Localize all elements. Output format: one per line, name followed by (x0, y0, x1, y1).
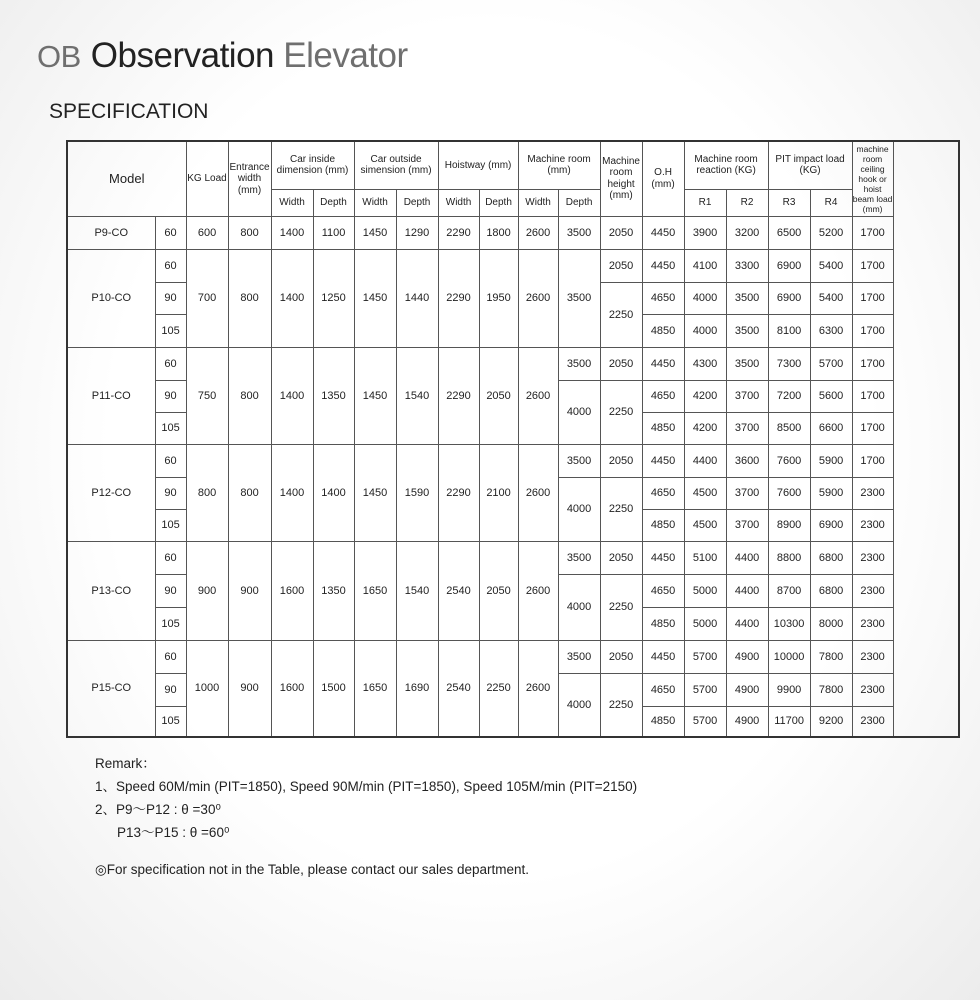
r2-cell: 4400 (726, 574, 768, 607)
machine-room-width-cell: 2600 (518, 216, 558, 249)
car-outside-width-cell: 1650 (354, 640, 396, 737)
oh-cell: 4450 (642, 640, 684, 673)
hoistway-depth-cell: 2100 (479, 444, 518, 541)
speed-cell: 105 (155, 509, 186, 541)
r4-cell: 6900 (810, 509, 852, 541)
machine-room-depth-cell: 4000 (558, 574, 600, 640)
r3-cell: 6900 (768, 249, 810, 282)
r1-cell: 5700 (684, 673, 726, 706)
speed-cell: 105 (155, 706, 186, 737)
hook-load-cell: 2300 (852, 541, 893, 574)
entrance-cell: 800 (228, 347, 271, 444)
oh-cell: 4850 (642, 706, 684, 737)
speed-cell: 60 (155, 444, 186, 477)
r1-cell: 4000 (684, 282, 726, 314)
speed-cell: 105 (155, 314, 186, 347)
speed-cell: 90 (155, 282, 186, 314)
entrance-cell: 800 (228, 249, 271, 347)
machine-room-height-cell: 2250 (600, 477, 642, 541)
machine-room-height-cell: 2050 (600, 347, 642, 380)
table-row (67, 541, 959, 574)
title-main: Observation (90, 36, 275, 75)
r3-cell: 7200 (768, 380, 810, 412)
car-outside-width-cell: 1450 (354, 249, 396, 347)
r1-cell: 5700 (684, 706, 726, 737)
oh-cell: 4650 (642, 673, 684, 706)
machine-room-depth-cell: 4000 (558, 380, 600, 444)
hook-load-cell: 2300 (852, 509, 893, 541)
machine-room-height-cell: 2250 (600, 282, 642, 347)
header-entrance-width: Entrance width (mm) (228, 141, 271, 216)
load-cell: 750 (186, 347, 228, 444)
oh-cell: 4850 (642, 412, 684, 444)
r2-cell: 3500 (726, 314, 768, 347)
r4-cell: 7800 (810, 640, 852, 673)
header-car-outside: Car outside simension (mm) (354, 141, 438, 189)
hoistway-width-cell: 2290 (438, 347, 479, 444)
machine-room-width-cell: 2600 (518, 444, 558, 541)
hoistway-width-cell: 2540 (438, 640, 479, 737)
machine-room-height-cell: 2050 (600, 216, 642, 249)
entrance-cell: 800 (228, 444, 271, 541)
car-inside-width-cell: 1400 (271, 249, 313, 347)
car-outside-depth-cell: 1540 (396, 541, 438, 640)
car-inside-width-cell: 1600 (271, 541, 313, 640)
hoistway-width-cell: 2290 (438, 216, 479, 249)
model-cell: P11-CO (67, 347, 155, 444)
page-title (37, 34, 408, 79)
car-inside-depth-cell: 1400 (313, 444, 354, 541)
r1-cell: 4500 (684, 509, 726, 541)
r2-cell: 3500 (726, 347, 768, 380)
r1-cell: 4100 (684, 249, 726, 282)
machine-room-depth-cell: 3500 (558, 249, 600, 347)
table-row (67, 249, 959, 282)
hook-load-cell: 2300 (852, 607, 893, 640)
car-inside-depth-cell: 1500 (313, 640, 354, 737)
speed-cell: 90 (155, 574, 186, 607)
r4-cell: 7800 (810, 673, 852, 706)
r2-cell: 3700 (726, 380, 768, 412)
hoistway-depth-cell: 2250 (479, 640, 518, 737)
hook-load-cell: 1700 (852, 216, 893, 249)
entrance-cell: 800 (228, 216, 271, 249)
r1-cell: 4400 (684, 444, 726, 477)
header-car-inside-depth: Depth (313, 189, 354, 216)
r2-cell: 4900 (726, 706, 768, 737)
model-cell: P10-CO (67, 249, 155, 347)
r2-cell: 3700 (726, 412, 768, 444)
r4-cell: 9200 (810, 706, 852, 737)
oh-cell: 4650 (642, 282, 684, 314)
car-outside-depth-cell: 1690 (396, 640, 438, 737)
machine-room-height-cell: 2050 (600, 640, 642, 673)
r4-cell: 5900 (810, 444, 852, 477)
load-cell: 800 (186, 444, 228, 541)
header-machine-room-depth: Depth (558, 189, 600, 216)
machine-room-width-cell: 2600 (518, 249, 558, 347)
car-inside-depth-cell: 1250 (313, 249, 354, 347)
speed-cell: 60 (155, 216, 186, 249)
remarks-block (95, 752, 637, 844)
header-machine-room-width: Width (518, 189, 558, 216)
machine-room-height-cell: 2050 (600, 541, 642, 574)
machine-room-depth-cell: 3500 (558, 216, 600, 249)
car-outside-depth-cell: 1540 (396, 347, 438, 444)
r2-cell: 4900 (726, 640, 768, 673)
header-pit-impact-load: PIT impact load (KG) (768, 141, 852, 189)
speed-cell: 90 (155, 477, 186, 509)
oh-cell: 4850 (642, 607, 684, 640)
r2-cell: 3600 (726, 444, 768, 477)
r1-cell: 3900 (684, 216, 726, 249)
oh-cell: 4450 (642, 347, 684, 380)
speed-cell: 60 (155, 640, 186, 673)
table-row (67, 216, 959, 249)
speed-cell: 60 (155, 249, 186, 282)
r4-cell: 5700 (810, 347, 852, 380)
title-sub: Elevator (283, 36, 408, 75)
hoistway-depth-cell: 2050 (479, 541, 518, 640)
hook-load-cell: 1700 (852, 347, 893, 380)
hook-load-cell: 1700 (852, 282, 893, 314)
machine-room-width-cell: 2600 (518, 541, 558, 640)
car-outside-depth-cell: 1590 (396, 444, 438, 541)
r2-cell: 4400 (726, 607, 768, 640)
model-cell: P9-CO (67, 216, 155, 249)
oh-cell: 4650 (642, 477, 684, 509)
r3-cell: 8800 (768, 541, 810, 574)
header-machine-room-height: Machine room height (mm) (600, 141, 642, 216)
hoistway-width-cell: 2290 (438, 444, 479, 541)
r1-cell: 5700 (684, 640, 726, 673)
machine-room-width-cell: 2600 (518, 347, 558, 444)
r1-cell: 4500 (684, 477, 726, 509)
car-inside-depth-cell: 1100 (313, 216, 354, 249)
r1-cell: 5000 (684, 574, 726, 607)
hoistway-width-cell: 2290 (438, 249, 479, 347)
car-outside-width-cell: 1450 (354, 216, 396, 249)
hoistway-depth-cell: 1950 (479, 249, 518, 347)
speed-cell: 60 (155, 347, 186, 380)
header-r2: R2 (726, 189, 768, 216)
machine-room-height-cell: 2050 (600, 444, 642, 477)
machine-room-depth-cell: 3500 (558, 541, 600, 574)
r3-cell: 7300 (768, 347, 810, 380)
r3-cell: 10300 (768, 607, 810, 640)
header-oh: O.H (mm) (642, 141, 684, 216)
r2-cell: 3500 (726, 282, 768, 314)
r3-cell: 9900 (768, 673, 810, 706)
hoistway-width-cell: 2540 (438, 541, 479, 640)
car-outside-width-cell: 1650 (354, 541, 396, 640)
r1-cell: 4300 (684, 347, 726, 380)
header-car-outside-depth: Depth (396, 189, 438, 216)
table-row (67, 444, 959, 477)
r4-cell: 6800 (810, 541, 852, 574)
car-inside-depth-cell: 1350 (313, 347, 354, 444)
entrance-cell: 900 (228, 640, 271, 737)
hook-load-cell: 2300 (852, 673, 893, 706)
hook-load-cell: 2300 (852, 477, 893, 509)
load-cell: 700 (186, 249, 228, 347)
hook-load-cell: 1700 (852, 444, 893, 477)
r1-cell: 5100 (684, 541, 726, 574)
machine-room-height-cell: 2250 (600, 673, 642, 737)
hook-load-cell: 2300 (852, 706, 893, 737)
car-outside-depth-cell: 1290 (396, 216, 438, 249)
load-cell: 1000 (186, 640, 228, 737)
oh-cell: 4650 (642, 574, 684, 607)
r4-cell: 6800 (810, 574, 852, 607)
r3-cell: 8700 (768, 574, 810, 607)
model-cell: P13-CO (67, 541, 155, 640)
r1-cell: 5000 (684, 607, 726, 640)
speed-cell: 90 (155, 673, 186, 706)
contact-note: ◎For specification not in the Table, please contact our sales department. (95, 862, 530, 877)
hook-load-cell: 1700 (852, 380, 893, 412)
r4-cell: 5900 (810, 477, 852, 509)
hoistway-depth-cell: 1800 (479, 216, 518, 249)
load-cell: 900 (186, 541, 228, 640)
r2-cell: 3700 (726, 477, 768, 509)
specification-table (66, 140, 960, 738)
model-cell: P12-CO (67, 444, 155, 541)
r3-cell: 7600 (768, 444, 810, 477)
header-machine-room: Machine room (mm) (518, 141, 600, 189)
r3-cell: 6900 (768, 282, 810, 314)
r1-cell: 4200 (684, 380, 726, 412)
machine-room-depth-cell: 4000 (558, 477, 600, 541)
r3-cell: 6500 (768, 216, 810, 249)
title-prefix: OB (37, 39, 81, 74)
r4-cell: 6300 (810, 314, 852, 347)
car-inside-width-cell: 1600 (271, 640, 313, 737)
car-outside-depth-cell: 1440 (396, 249, 438, 347)
hook-load-cell: 1700 (852, 314, 893, 347)
r1-cell: 4000 (684, 314, 726, 347)
r3-cell: 11700 (768, 706, 810, 737)
machine-room-height-cell: 2050 (600, 249, 642, 282)
car-inside-width-cell: 1400 (271, 347, 313, 444)
r3-cell: 7600 (768, 477, 810, 509)
remark-speed-pit: 1、Speed 60M/min (PIT=1850), Speed 90M/min (PIT=1850), Speed 105M/min (PIT=2150) (95, 779, 638, 794)
r3-cell: 8100 (768, 314, 810, 347)
r4-cell: 5200 (810, 216, 852, 249)
hook-load-cell: 2300 (852, 640, 893, 673)
oh-cell: 4450 (642, 444, 684, 477)
speed-cell: 60 (155, 541, 186, 574)
header-car-inside: Car inside dimension (mm) (271, 141, 354, 189)
header-ceiling-hook-load: machine room ceiling hook or hoist beam load (mm) (852, 141, 893, 216)
r2-cell: 3700 (726, 509, 768, 541)
header-kg-load: KG Load (186, 141, 228, 216)
load-cell: 600 (186, 216, 228, 249)
machine-room-width-cell: 2600 (518, 640, 558, 737)
oh-cell: 4450 (642, 216, 684, 249)
r3-cell: 8500 (768, 412, 810, 444)
model-cell: P15-CO (67, 640, 155, 737)
oh-cell: 4850 (642, 314, 684, 347)
r1-cell: 4200 (684, 412, 726, 444)
machine-room-height-cell: 2250 (600, 574, 642, 640)
header-car-outside-width: Width (354, 189, 396, 216)
r4-cell: 6600 (810, 412, 852, 444)
machine-room-depth-cell: 3500 (558, 640, 600, 673)
r2-cell: 4900 (726, 673, 768, 706)
header-model: Model (67, 141, 186, 216)
speed-cell: 105 (155, 607, 186, 640)
table-row (67, 347, 959, 380)
remarks-heading: Remark： (95, 756, 156, 771)
r4-cell: 5400 (810, 282, 852, 314)
machine-room-depth-cell: 3500 (558, 444, 600, 477)
r2-cell: 3300 (726, 249, 768, 282)
r4-cell: 8000 (810, 607, 852, 640)
header-hoistway-width: Width (438, 189, 479, 216)
remark-angle-p13-p15: P13～P15 : θ =60⁰ (117, 825, 230, 840)
car-outside-width-cell: 1450 (354, 444, 396, 541)
r2-cell: 4400 (726, 541, 768, 574)
oh-cell: 4850 (642, 509, 684, 541)
oh-cell: 4450 (642, 541, 684, 574)
hook-load-cell: 1700 (852, 412, 893, 444)
car-inside-width-cell: 1400 (271, 444, 313, 541)
machine-room-height-cell: 2250 (600, 380, 642, 444)
header-r3: R3 (768, 189, 810, 216)
header-car-inside-width: Width (271, 189, 313, 216)
header-hoistway-depth: Depth (479, 189, 518, 216)
hook-load-cell: 1700 (852, 249, 893, 282)
car-inside-depth-cell: 1350 (313, 541, 354, 640)
speed-cell: 90 (155, 380, 186, 412)
machine-room-depth-cell: 4000 (558, 673, 600, 737)
r3-cell: 10000 (768, 640, 810, 673)
machine-room-depth-cell: 3500 (558, 347, 600, 380)
section-title: SPECIFICATION (49, 100, 209, 123)
header-r4: R4 (810, 189, 852, 216)
entrance-cell: 900 (228, 541, 271, 640)
r4-cell: 5600 (810, 380, 852, 412)
hoistway-depth-cell: 2050 (479, 347, 518, 444)
hook-load-cell: 2300 (852, 574, 893, 607)
car-inside-width-cell: 1400 (271, 216, 313, 249)
remark-angle-p9-p12: 2、P9～P12 : θ =30⁰ (95, 802, 221, 817)
header-hoistway: Hoistway (mm) (438, 141, 518, 189)
car-outside-width-cell: 1450 (354, 347, 396, 444)
r3-cell: 8900 (768, 509, 810, 541)
header-machine-room-reaction: Machine room reaction (KG) (684, 141, 768, 189)
table-row (67, 640, 959, 673)
oh-cell: 4450 (642, 249, 684, 282)
r4-cell: 5400 (810, 249, 852, 282)
header-r1: R1 (684, 189, 726, 216)
r2-cell: 3200 (726, 216, 768, 249)
speed-cell: 105 (155, 412, 186, 444)
oh-cell: 4650 (642, 380, 684, 412)
